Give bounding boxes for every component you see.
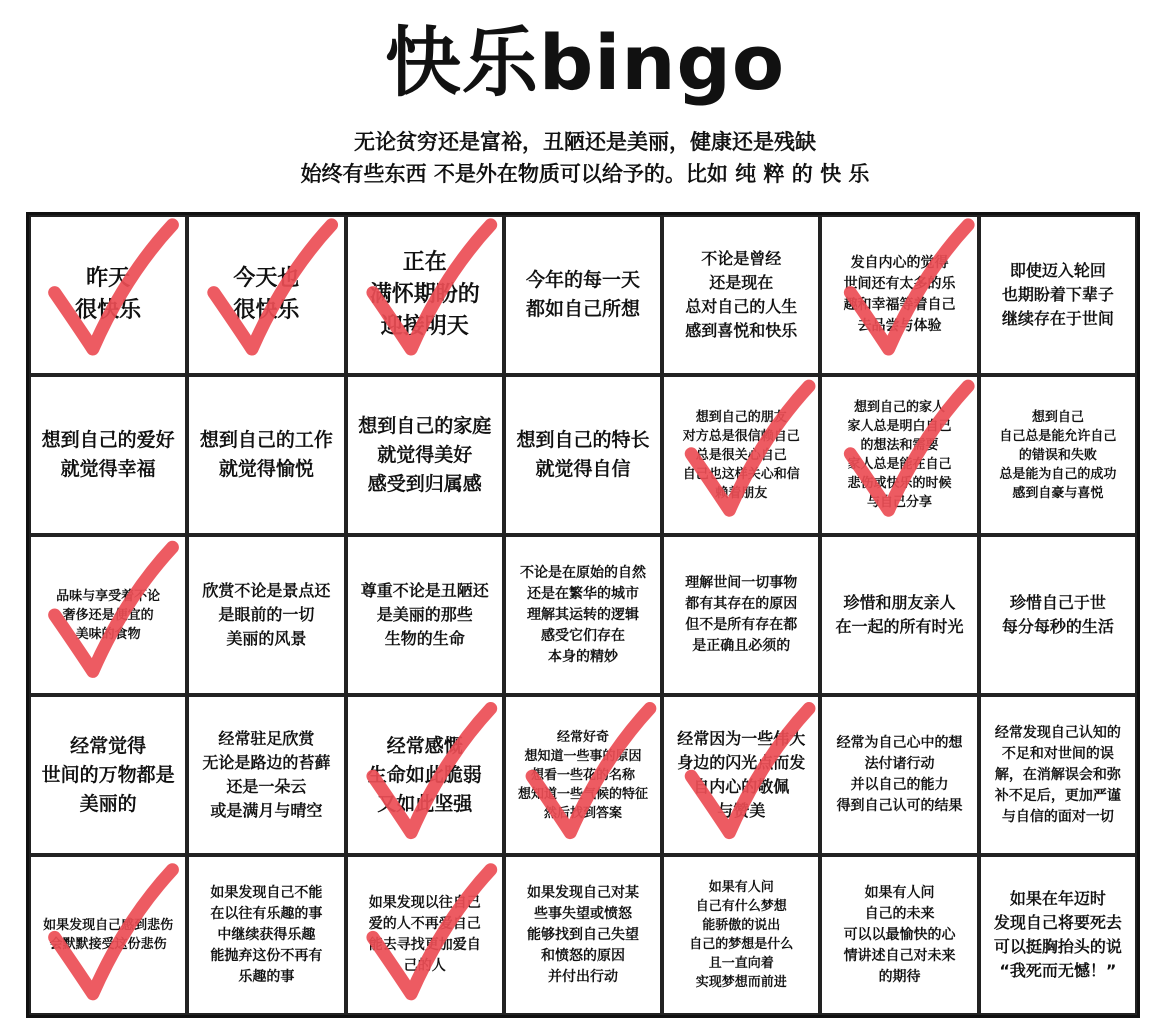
bingo-cell-text: 不论是曾经 还是现在 总对自己的人生 感到喜悦和快乐	[685, 249, 798, 340]
bingo-cell[interactable]	[29, 535, 187, 695]
bingo-cell-text: 珍惜自己于世 每分每秒的生活	[1001, 593, 1114, 636]
bingo-cell-text: 经常为自己心中的想 法付诸行动 并以自己的能力 得到自己认可的结果	[836, 735, 963, 814]
subtitle-line-1: 无论贫穷还是富裕，丑陋还是美丽，健康还是残缺	[354, 130, 816, 154]
bingo-cell[interactable]	[187, 695, 345, 855]
bingo-cell[interactable]	[662, 535, 820, 695]
bingo-cell-text: 欣赏不论是景点还 是眼前的一切 美丽的风景	[202, 581, 331, 648]
bingo-cell-text: 想到自己 自己总是能允许自己 的错误和失败 总是能为自己的成功 感到自豪与喜悦	[999, 409, 1117, 501]
bingo-cell-text: 想到自己的爱好 就觉得幸福	[41, 429, 175, 480]
bingo-cell[interactable]	[29, 695, 187, 855]
bingo-cell-text: 昨天 很快乐	[75, 266, 142, 323]
bingo-cell[interactable]	[820, 855, 978, 1015]
bingo-cell[interactable]	[346, 695, 504, 855]
bingo-cell[interactable]	[662, 215, 820, 375]
bingo-cell-text: 今天也 很快乐	[233, 266, 300, 323]
bingo-cell[interactable]	[504, 535, 662, 695]
bingo-cell-text: 理解世间一切事物 都有其存在的原因 但不是所有存在都 是正确且必须的	[685, 575, 798, 654]
bingo-cell[interactable]	[29, 855, 187, 1015]
bingo-cell[interactable]	[29, 375, 187, 535]
bingo-cell[interactable]	[187, 215, 345, 375]
bingo-cell-text: 如果发现自己感到悲伤 会默默接受这份悲伤	[43, 918, 174, 952]
bingo-cell[interactable]	[504, 695, 662, 855]
bingo-cell-text: 想到自己的家庭 就觉得美好 感受到归属感	[358, 414, 492, 495]
bingo-cell[interactable]	[662, 375, 820, 535]
bingo-cell[interactable]	[820, 695, 978, 855]
bingo-cell-text: 经常驻足欣赏 无论是路边的苔藓 还是一朵云 或是满月与晴空	[202, 729, 331, 820]
bingo-cell-text: 想到自己的特长 就觉得自信	[516, 429, 650, 480]
bingo-cell-text: 不论是在原始的自然 还是在繁华的城市 理解其运转的逻辑 感受它们存在 本身的精妙	[519, 564, 646, 665]
bingo-cell-text: 如果在年迈时 发现自己将要死去 可以挺胸抬头的说 “我死而无憾！”	[993, 889, 1122, 980]
bingo-cell-text: 想到自己的家人 家人总是明白自己 的想法和需要 家人总是能在自己 悲伤或快乐的时候 与自己分享	[847, 400, 952, 510]
bingo-cell-text: 想到自己的工作 就觉得愉悦	[199, 429, 333, 480]
bingo-cell-text: 即使迈入轮回 也期盼着下辈子 继续存在于世间	[1001, 261, 1114, 328]
bingo-cell[interactable]	[979, 695, 1137, 855]
bingo-cell[interactable]	[979, 855, 1137, 1015]
bingo-cell-text: 正在 满怀期盼的 迎接明天	[369, 250, 480, 339]
bingo-cell[interactable]	[346, 855, 504, 1015]
bingo-cell[interactable]	[820, 215, 978, 375]
bingo-cell-text: 想到自己的朋友 对方总是很信赖自己 总是很关心自己 自己也这样关心和信 赖着朋友	[682, 409, 800, 501]
bingo-cell[interactable]	[346, 215, 504, 375]
bingo-cell[interactable]	[346, 375, 504, 535]
bingo-cell-text: 经常好奇 想知道一些事的原因 想看一些花的名称 想知道一些气候的特征 然后找到答案	[517, 729, 648, 821]
bingo-cell-text: 发自内心的觉得 世间还有太多的乐 趣和幸福等着自己 去品尝与体验	[843, 255, 956, 334]
bingo-cell[interactable]	[187, 375, 345, 535]
bingo-cell-text: 今年的每一天 都如自己所想	[525, 269, 640, 320]
bingo-cell[interactable]	[504, 215, 662, 375]
bingo-cell[interactable]	[979, 215, 1137, 375]
bingo-cell[interactable]	[504, 375, 662, 535]
bingo-cell-text: 经常因为一些伟大 身边的闪光点而发 自内心的敬佩 与赞美	[677, 729, 806, 820]
bingo-cell[interactable]	[820, 375, 978, 535]
bingo-cell-text: 如果发现自己不能 在以往有乐趣的事 中继续获得乐趣 能抛弃这份不再有 乐趣的事	[210, 884, 323, 985]
bingo-cell[interactable]	[346, 535, 504, 695]
bingo-cell[interactable]	[187, 855, 345, 1015]
bingo-cell-text: 珍惜和朋友亲人 在一起的所有时光	[835, 593, 964, 636]
bingo-cell-text: 如果发现自己对某 些事失望或愤怒 能够找到自己失望 和愤怒的原因 并付出行动	[526, 884, 639, 985]
subtitle-line-2: 始终有些东西 不是外在物质可以给予的。比如 纯 粹 的 快 乐	[300, 162, 870, 186]
bingo-cell-text: 经常觉得 世间的万物都是 美丽的	[41, 734, 175, 815]
bingo-cell[interactable]	[979, 375, 1137, 535]
bingo-cell-text: 品味与享受着不论 奢侈还是便宜的 美味的食物	[56, 588, 161, 642]
bingo-cell-text: 经常感慨 生命如此脆弱 又如此坚强	[367, 734, 482, 815]
bingo-cell-text: 如果有人问 自己有什么梦想 能骄傲的说出 自己的梦想是什么 且一直向着 实现梦想而前进	[689, 880, 794, 990]
bingo-cell-text: 如果发现以往自己 爱的人不再爱自己 能去寻找更加爱自 己的人	[368, 895, 481, 974]
bingo-cell[interactable]	[187, 535, 345, 695]
bingo-cell[interactable]	[820, 535, 978, 695]
bingo-board	[26, 212, 1140, 1018]
bingo-cell[interactable]	[504, 855, 662, 1015]
page-title: 快乐bingo	[384, 18, 786, 107]
bingo-cell-text: 尊重不论是丑陋还 是美丽的那些 生物的生命	[360, 581, 489, 648]
bingo-cell[interactable]	[29, 215, 187, 375]
bingo-cell-text: 如果有人问 自己的未来 可以以最愉快的心 情讲述自己对未来 的期待	[843, 884, 956, 985]
bingo-cell[interactable]	[662, 695, 820, 855]
bingo-cell[interactable]	[979, 535, 1137, 695]
bingo-cell-text: 经常发现自己认知的 不足和对世间的误 解，在消解误会和弥 补不足后，更加严谨 与自信的面对一切	[994, 724, 1121, 825]
bingo-cell[interactable]	[662, 855, 820, 1015]
